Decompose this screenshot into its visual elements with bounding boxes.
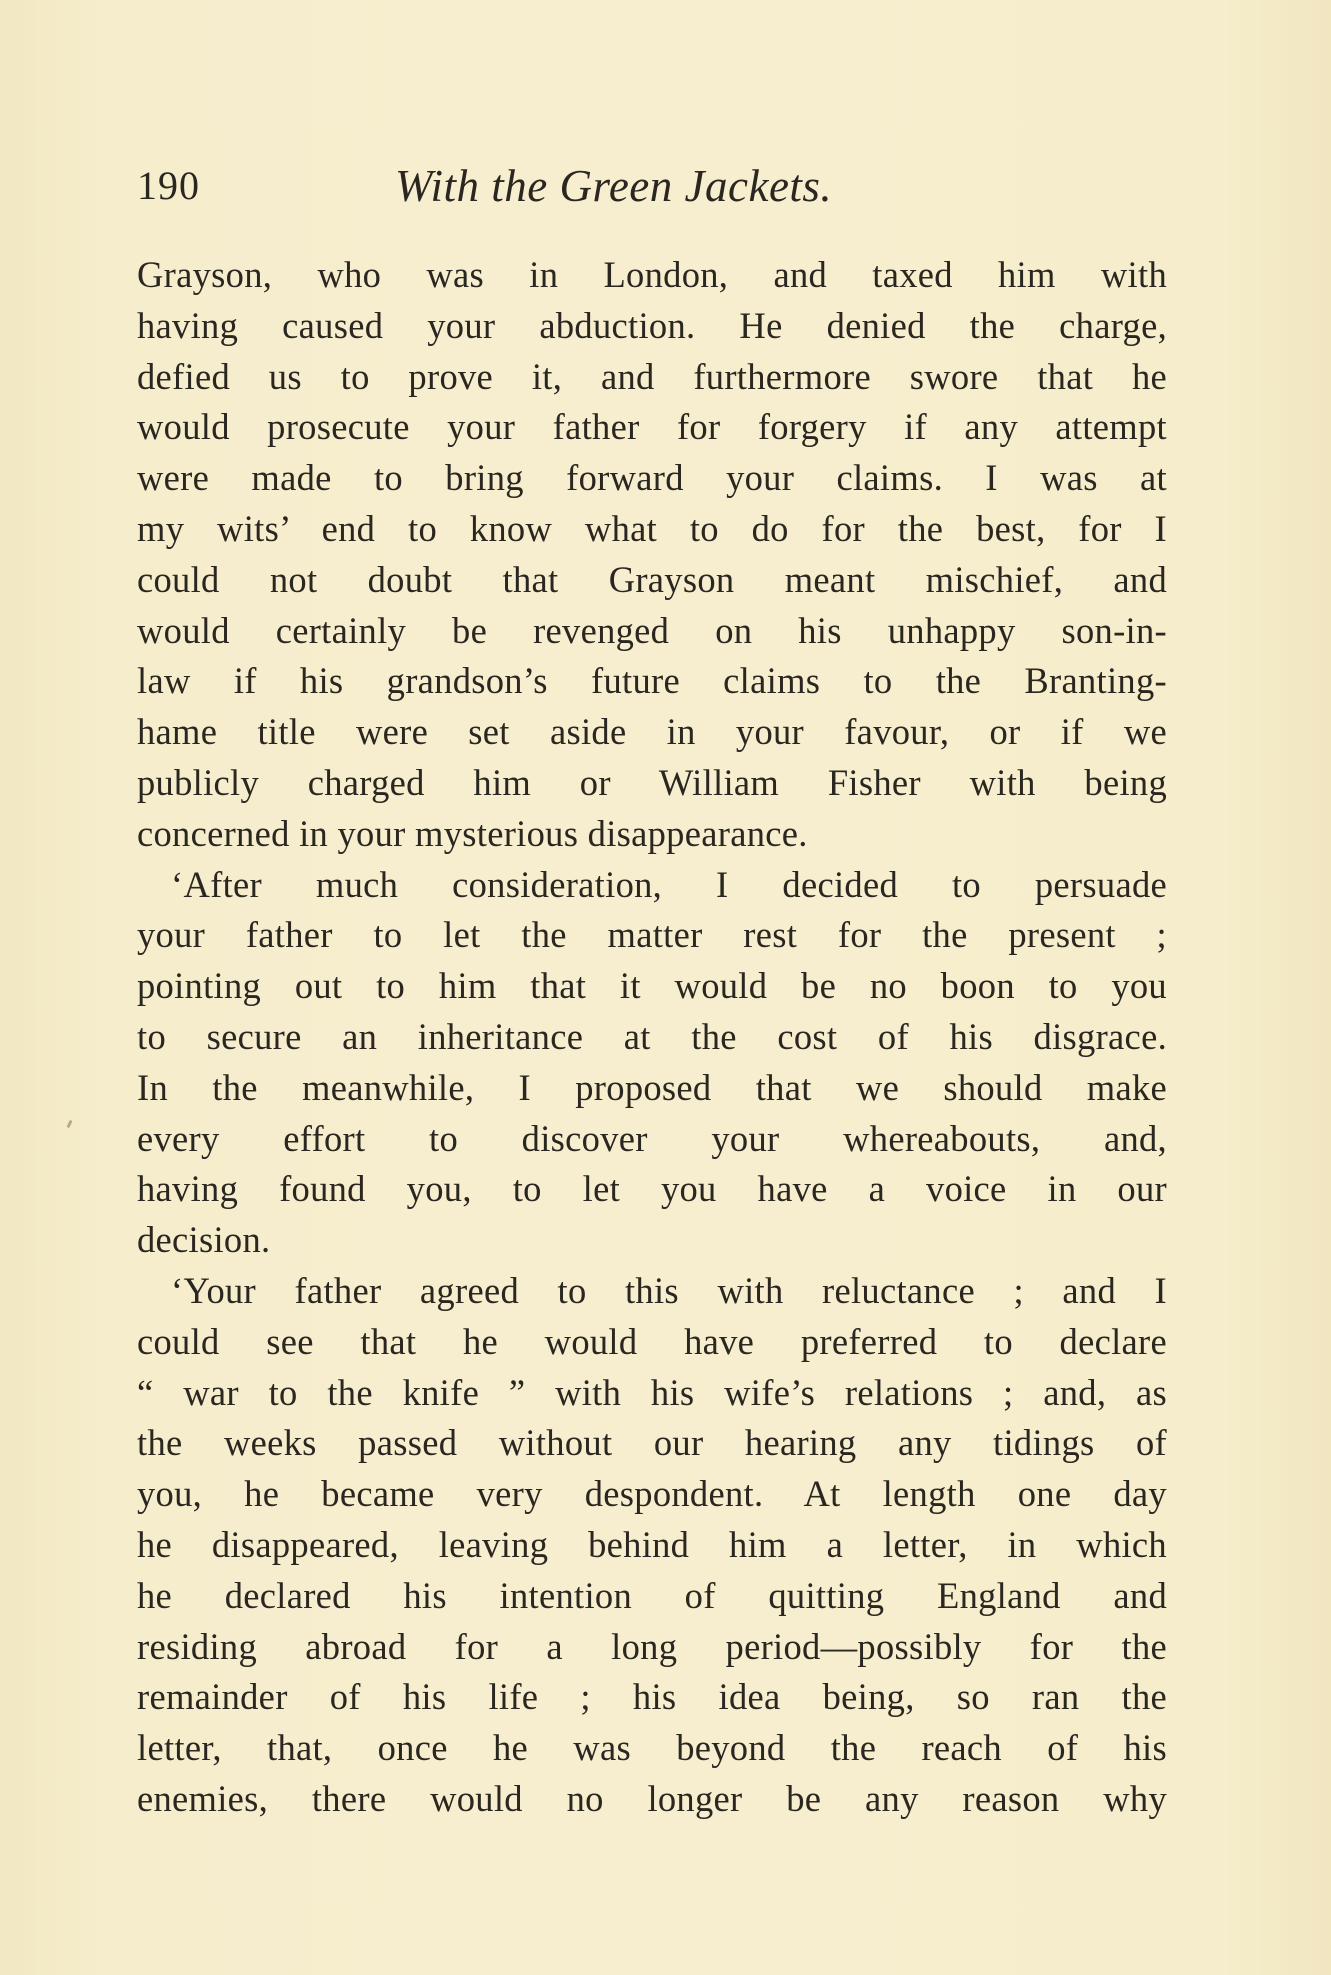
text-line: remainder of his life ; his idea being, so ran the (137, 1676, 1167, 1718)
text-line: having found you, to let you have a voice in our (137, 1168, 1167, 1210)
text-line: enemies, there would no longer be any reason why (137, 1777, 1167, 1819)
page-header (137, 158, 1167, 218)
text-line: law if his grandson’s future claims to the Branting- (137, 660, 1167, 702)
text-line: were made to bring forward your claims. I was at (137, 457, 1167, 499)
text-line: letter, that, once he was beyond the reach of his (137, 1727, 1167, 1769)
text-line: he disappeared, leaving behind him a letter, in which (137, 1523, 1167, 1565)
text-line: hame title were set aside in your favour, or if we (137, 711, 1167, 753)
text-line: residing abroad for a long period—possibly for the (137, 1625, 1167, 1667)
text-line: the weeks passed without our hearing any tidings of (137, 1422, 1167, 1464)
text-line: every effort to discover your whereabouts, and, (137, 1117, 1167, 1159)
text-line: decision. (137, 1219, 271, 1261)
text-line: your father to let the matter rest for the present ; (137, 914, 1167, 956)
text-line: could not doubt that Grayson meant mischief, and (137, 558, 1167, 600)
paper-speck (66, 1120, 72, 1129)
text-line: ‘Your father agreed to this with reluctance ; and I (171, 1269, 1167, 1311)
text-line: my wits’ end to know what to do for the best, for I (137, 507, 1167, 549)
text-line: you, he became very despondent. At length one day (137, 1473, 1167, 1515)
text-line: would certainly be revenged on his unhappy son-in- (137, 609, 1167, 651)
text-line: “ war to the knife ” with his wife’s relations ; and, as (137, 1371, 1167, 1413)
page-number: 190 (137, 163, 200, 208)
running-title: With the Green Jackets. (395, 161, 833, 211)
text-line: having caused your abduction. He denied the charge, (137, 304, 1167, 346)
text-line: concerned in your mysterious disappearance. (137, 812, 808, 854)
text-line: Grayson, who was in London, and taxed him with (137, 254, 1167, 295)
text-line: pointing out to him that it would be no boon to you (137, 965, 1167, 1007)
text-line: defied us to prove it, and furthermore swore that he (137, 355, 1167, 397)
text-line: could see that he would have preferred to declare (137, 1320, 1167, 1362)
text-line: would prosecute your father for forgery if any attempt (137, 406, 1167, 448)
text-line: publicly charged him or William Fisher with being (137, 761, 1167, 803)
text-line: In the meanwhile, I proposed that we should make (137, 1066, 1167, 1108)
text-line: ‘After much consideration, I decided to persuade (171, 863, 1167, 905)
text-line: he declared his intention of quitting England and (137, 1574, 1167, 1616)
body-text (137, 250, 1167, 1825)
text-line: to secure an inheritance at the cost of his disgrace. (137, 1015, 1167, 1057)
